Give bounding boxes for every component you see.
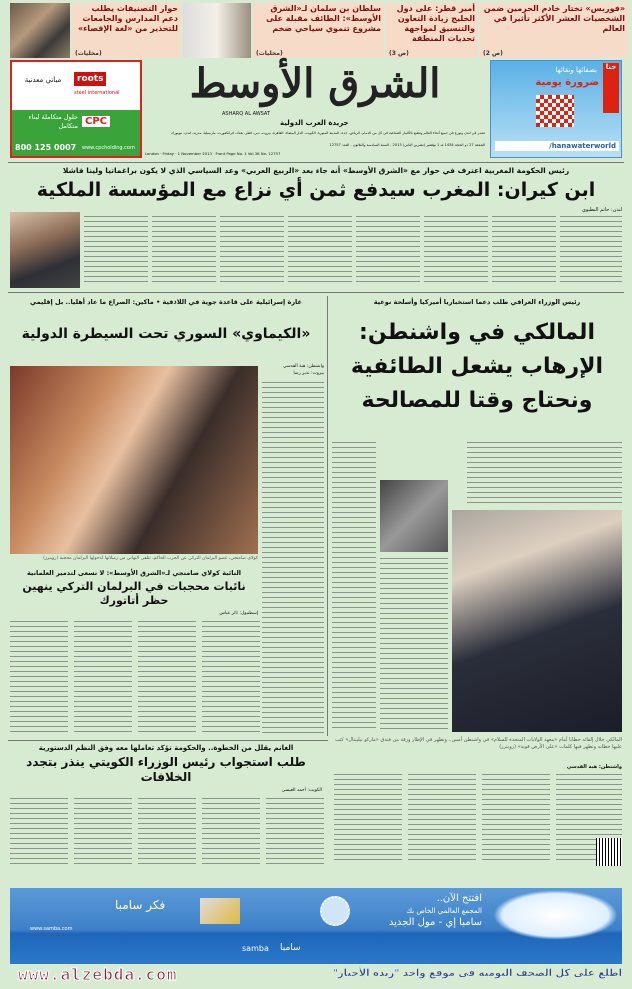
photo-turkish-parliament [10, 366, 258, 554]
teaser-photo-princes [183, 3, 251, 58]
roots-sub: steel international [74, 90, 120, 96]
maliki-body-left [332, 440, 376, 732]
teaser-4[interactable]: حوار التصنيفات يطلب دعم المدارس والجامعات للتحذير من «لغة الإقصاء» (محليات) [72, 3, 181, 58]
masthead-subtitle: جريدة العرب الدولية [280, 119, 349, 127]
samba-cloud-image [493, 890, 618, 940]
cpc-phone: 800 125 0007 [15, 143, 77, 152]
ad-roots-cpc[interactable] [10, 60, 142, 158]
samba-url: www.samba.com [30, 926, 73, 932]
dateline-ar: الجمعة 27 ذو الحجة 1434 هـ 1 نوفمبر (تشرين الثاني) 2013 - السنة السادسة والثلاثون - العدد 12757 [329, 143, 485, 147]
samba-line2: المجمع العالمي الخاص بك [406, 907, 482, 915]
roots-logo: roots [74, 72, 106, 86]
teaser-photo-meeting [10, 3, 70, 58]
promo-url[interactable]: www.alzebda.com [18, 965, 178, 984]
promo-text: اطلع على كل الصحف اليومية في موقع واحد "زبدة الأخبار" [332, 968, 622, 979]
lead-body [84, 214, 622, 286]
syria-byline: واشنطن: هبة القدسي [283, 364, 324, 369]
maliki-body [467, 440, 622, 506]
masthead-logo: الشرق الأوسط [189, 60, 441, 107]
lead-headline: ابن كيران: المغرب سيدفع ثمن أي نزاع مع المؤسسة الملكية [36, 179, 596, 201]
lead-kicker: رئيس الحكومة المغربية اعترف في حوار مع «الشرق الأوسط» أنه جاء بعد «الربيع العربي» وعد السياسي الذي لا يكون براغماتيا ولينا فاشلا [62, 166, 570, 175]
photo-maliki [452, 510, 622, 732]
barcode [596, 838, 622, 866]
cpc-logo: CPC [82, 116, 110, 127]
hana-logo: حنا [603, 63, 619, 113]
ad-hana-water[interactable] [490, 60, 622, 158]
samba-seal-icon [320, 896, 350, 926]
maliki-headline-1: المالكي في واشنطن: [359, 320, 595, 345]
samba-line3: سامبا إي - مول الجديد [388, 917, 482, 928]
maliki-headline-3: ونحتاج وقتا للمصالحة [361, 388, 593, 413]
samba-open: افتتح الآن.. [436, 893, 482, 904]
maliki-headline-2: الإرهاب يشعل الطائفية [350, 354, 604, 379]
publish-info: تصدر في لندن وتوزع في جميع أنحاء العالم وتطبع بالأقمار الصناعية في كل من الدمام، الرياض، جدة، المدينة المنورة، الكويت، الدار البيضاء، القاهرة، بيروت، دبي، قطر، بغداد، فرانكفورت، مارسيليا، مدريد، لندن، نيويورك [171, 131, 485, 135]
teaser-1[interactable]: «فوربس» تختار خادم الحرمين ضمن الشخصيات العشر الأكثر تأثيرا في العالم (ص 2) [480, 3, 628, 58]
masthead-latin: ASHARQ AL AWSAT [222, 111, 271, 117]
kuwait-kicker: الغانم يقلل من الخطوة.. والحكومة تؤكد تعاملها معه وفق النظم الدستورية [38, 744, 294, 752]
hana-handle: /hanawaterworld [495, 141, 619, 151]
teaser-3[interactable]: سلطان بن سلمان لـ«الشرق الأوسط»: الطائف مقبلة على مشروع تنموي سياحي ضخم (محليات) [253, 3, 384, 58]
turkey-caption: كولاي صامنجي، عضو البرلمان التركي عن الحزب الحاكم، تتلقى التهاني من زميلاتها لدخولها البرلمان محجبة (رويترز) [43, 556, 258, 561]
teaser-4-page: (محليات) [75, 50, 102, 57]
lead-byline: لندن: حاتم البطيوي [581, 207, 622, 213]
syria-kicker: غارة إسرائيلية على قاعدة جوية في اللاذقية • ماكين: الصراع ما عاد أهليا.. بل إقليمي [30, 298, 302, 306]
maliki-caption: المالكي خلال إلقائه خطابا أمام «معهد الولايات المتحدة للسلام» في واشنطن أمس.. وتظهر في الإطار ورقة من فندق «ماركو تيلينتال» كتب عليها خطابه وتظهر فيها كلمات «على الأرض قوية» (رويترز) [334, 737, 622, 750]
dateline-en: London · Friday · 1 November 2013 · Front Page No. 1 Vol 36 No. 12757 [145, 151, 281, 156]
roots-tagline: مباني معدنية [24, 76, 62, 84]
maliki-byline: واشنطن: هبة القدسي [566, 764, 622, 770]
hana-headline: ضرورة يومية [535, 77, 599, 88]
cpc-url: www.cpcholding.com [82, 145, 135, 151]
teaser-3-page: (محليات) [256, 50, 283, 57]
samba-logo-en: samba [242, 944, 269, 953]
qr-code [536, 95, 574, 127]
syria-body [262, 380, 324, 736]
teaser-2[interactable]: أمير قطر: على دول الخليج زيادة التعاون والتنسيق لمواجهة تحديات المنطقة (ص 3) [386, 3, 478, 58]
samba-logo-ar: سامبا [280, 943, 301, 953]
teaser-1-page: (ص 2) [483, 50, 503, 57]
cpc-text: حلول متكاملة لبناء متكامل [28, 113, 78, 130]
kuwait-headline: طلب استجواب رئيس الوزراء الكويتي ينذر بتجدد الخلافات [26, 755, 306, 784]
turkey-body [10, 619, 260, 736]
maliki-kicker: رئيس الوزراء العراقي طلب دعما استخباريا أميركيا وأسلحة نوعية [373, 298, 581, 306]
photo-speech-paper [380, 480, 448, 552]
syria-headline: «الكيماوي» السوري تحت السيطرة الدولية [21, 326, 311, 342]
turkey-byline: إسطنبول: ثائر عباس [219, 611, 258, 616]
turkey-headline: نائبات محجبات في البرلمان التركي ينهين حظر أتاتورك [22, 580, 246, 607]
hana-slogan: بصفائها ونقائها [555, 66, 597, 74]
syria-byline-2: بيروت: نذير رضا [293, 371, 324, 376]
maliki-body-2 [380, 556, 448, 732]
maliki-body-3 [334, 772, 622, 862]
turkey-kicker: النائبة كولاي صامنجي لـ«الشرق الأوسط»: لا نسعى لتدمير العلمانية [26, 569, 241, 577]
kuwait-byline: الكويت: أحمد العيسى [281, 788, 322, 793]
samba-cards [200, 898, 240, 924]
ad-samba[interactable] [10, 888, 622, 964]
teaser-2-page: (ص 3) [389, 50, 409, 57]
samba-think: فكر سامبا [115, 898, 166, 912]
kuwait-body [10, 796, 324, 866]
photo-benkirane [10, 212, 80, 288]
